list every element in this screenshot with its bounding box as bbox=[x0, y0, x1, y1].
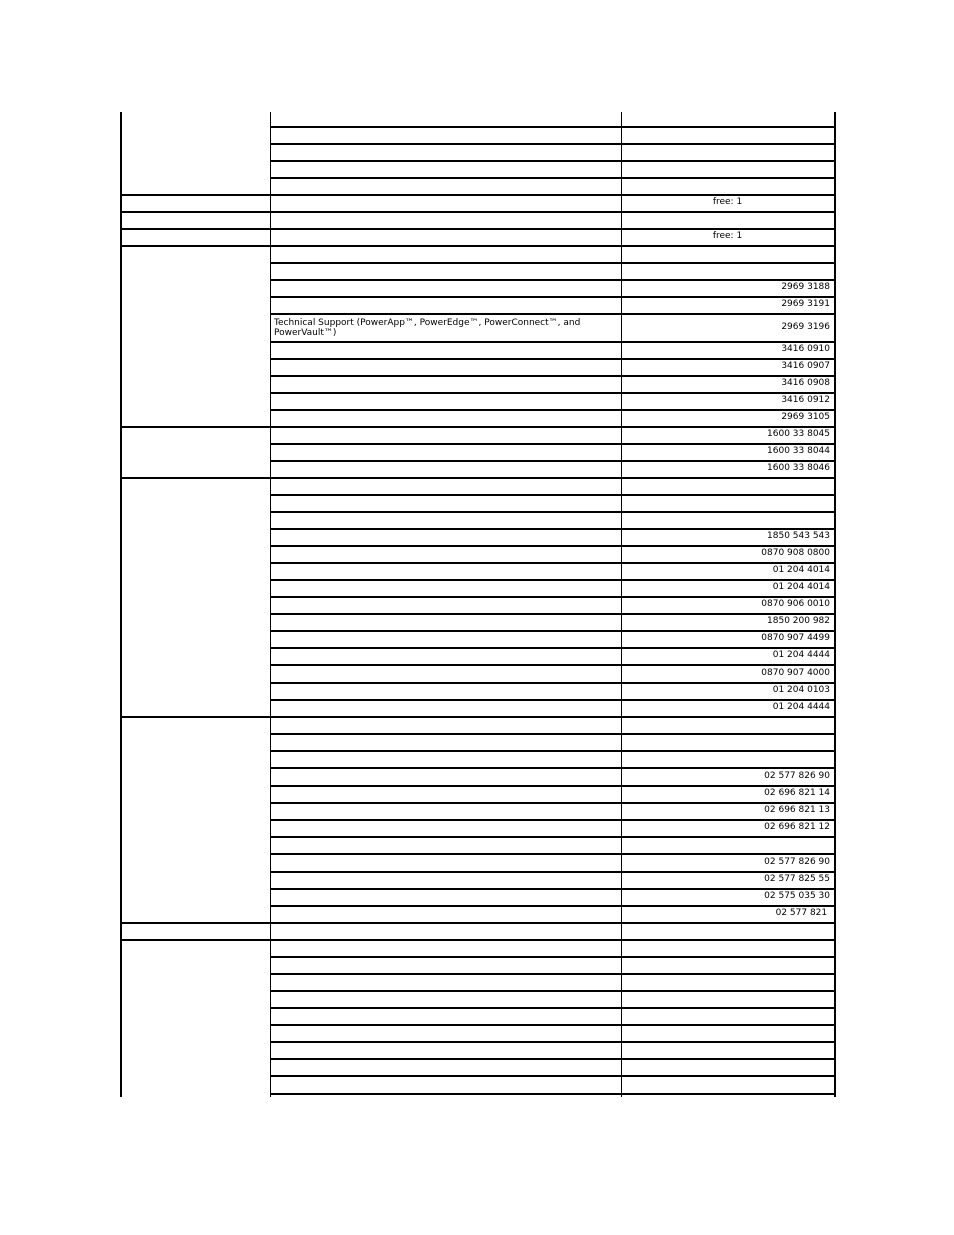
row-divider bbox=[270, 1058, 836, 1060]
group-divider bbox=[120, 194, 270, 196]
phone-number: 1600 33 8046 bbox=[767, 463, 830, 473]
row-divider bbox=[270, 716, 836, 718]
phone-number: 1600 33 8044 bbox=[767, 446, 830, 456]
table-rule-col1 bbox=[270, 112, 271, 1097]
row-divider bbox=[270, 750, 836, 752]
table-rule-col2 bbox=[621, 112, 622, 1097]
phone-number: 1600 33 8045 bbox=[767, 429, 830, 439]
group-divider bbox=[120, 245, 270, 247]
phone-number: 3416 0907 bbox=[781, 361, 830, 371]
row-divider bbox=[270, 956, 836, 958]
phone-number: 02 577 825 55 bbox=[764, 874, 830, 884]
row-divider bbox=[270, 990, 836, 992]
row-divider bbox=[270, 922, 836, 924]
phone-number: 0870 907 4499 bbox=[761, 633, 830, 643]
row-divider bbox=[270, 262, 836, 264]
row-divider bbox=[270, 211, 836, 213]
table-rule-right bbox=[834, 112, 836, 1097]
row-divider bbox=[270, 1024, 836, 1026]
group-divider bbox=[120, 939, 270, 941]
phone-number: 2969 3196 bbox=[781, 322, 830, 332]
row-divider bbox=[270, 836, 836, 838]
row-divider bbox=[270, 1093, 836, 1095]
row-divider bbox=[270, 126, 836, 128]
phone-number: 01 204 0103 bbox=[772, 685, 830, 695]
phone-number: 2969 3191 bbox=[781, 299, 830, 309]
phone-number: 2969 3105 bbox=[781, 412, 830, 422]
group-divider bbox=[120, 922, 270, 924]
phone-number: 2969 3188 bbox=[781, 282, 830, 292]
row-divider bbox=[270, 477, 836, 479]
phone-number: 0870 907 4000 bbox=[761, 668, 830, 678]
phone-number: 3416 0912 bbox=[781, 395, 830, 405]
phone-number: 02 577 826 90 bbox=[764, 771, 830, 781]
phone-number: 0870 906 0010 bbox=[761, 599, 830, 609]
row-divider bbox=[270, 939, 836, 941]
phone-number: 02 696 821 13 bbox=[764, 805, 830, 815]
phone-number: 02 696 821 12 bbox=[764, 822, 830, 832]
phone-number: 01 204 4444 bbox=[772, 702, 830, 712]
phone-number: 01 204 4444 bbox=[772, 650, 830, 660]
phone-number: 1850 200 982 bbox=[767, 616, 830, 626]
phone-number: free: 1 bbox=[712, 197, 743, 207]
row-description: Technical Support (PowerApp™, PowerEdge™, PowerConnect™, and PowerVault™) bbox=[274, 318, 584, 338]
phone-number: 3416 0908 bbox=[781, 378, 830, 388]
group-divider bbox=[120, 426, 270, 428]
row-divider bbox=[270, 494, 836, 496]
group-divider bbox=[120, 211, 270, 213]
row-divider bbox=[270, 973, 836, 975]
row-divider bbox=[270, 177, 836, 179]
phone-number: 02 577 826 90 bbox=[764, 857, 830, 867]
row-divider bbox=[270, 1075, 836, 1077]
phone-number: 02 696 821 14 bbox=[764, 788, 830, 798]
group-divider bbox=[120, 477, 270, 479]
phone-number: 1850 543 543 bbox=[767, 531, 830, 541]
phone-number: 0870 908 0800 bbox=[761, 548, 830, 558]
phone-number: 3416 0910 bbox=[781, 344, 830, 354]
row-divider bbox=[270, 511, 836, 513]
table-rule-left bbox=[120, 112, 122, 1097]
row-divider bbox=[270, 733, 836, 735]
phone-number: 02 575 035 30 bbox=[764, 891, 830, 901]
row-divider bbox=[270, 160, 836, 162]
phone-number: 01 204 4014 bbox=[772, 582, 830, 592]
row-divider bbox=[270, 1041, 836, 1043]
phone-number: 01 204 4014 bbox=[772, 565, 830, 575]
group-divider bbox=[120, 716, 270, 718]
phone-number: 02 577 821 bbox=[775, 908, 830, 918]
row-divider bbox=[270, 143, 836, 145]
row-divider bbox=[270, 245, 836, 247]
phone-number: free: 1 bbox=[712, 231, 743, 241]
group-divider bbox=[120, 228, 270, 230]
row-divider bbox=[270, 1007, 836, 1009]
